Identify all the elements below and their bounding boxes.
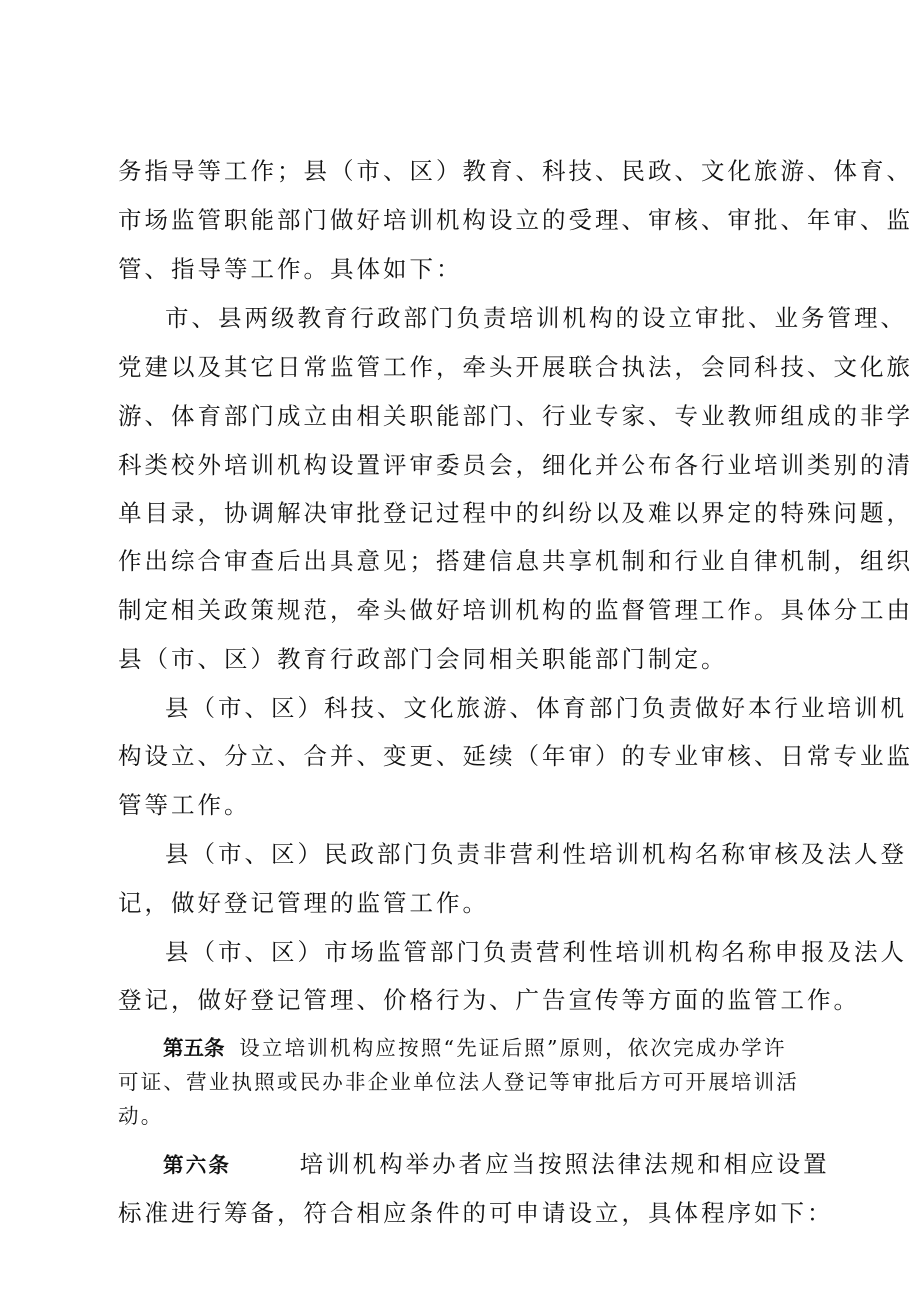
paragraph-line: 县（市、区）民政部门负责非营利性培训机构名称审核及法人登: [165, 840, 907, 868]
paragraph-line: 游、体育部门成立由相关职能部门、行业专家、专业教师组成的非学: [118, 402, 913, 430]
paragraph-line: 登记，做好登记管理、价格行为、广告宣传等方面的监管工作。: [118, 986, 860, 1014]
paragraph-line: 作出综合审查后出具意见；搭建信息共享机制和行业自律机制，组织: [118, 547, 913, 575]
article-5-text: 设立培训机构应按照“先证后照”原则，依次完成办学许: [239, 1036, 787, 1060]
paragraph-line: 县（市、区）科技、文化旅游、体育部门负责做好本行业培训机: [165, 694, 907, 722]
paragraph-line: 可证、营业执照或民办非企业单位法人登记等审批后方可开展培训活: [118, 1070, 799, 1094]
article-6-text: 培训机构举办者应当按照法律法规和相应设置: [299, 1150, 830, 1178]
article-6-label: 第六条: [163, 1153, 232, 1177]
paragraph-line: 县（市、区）市场监管部门负责营利性培训机构名称申报及法人: [165, 938, 907, 966]
paragraph-line: 科类校外培训机构设置评审委员会，细化并公布各行业培训类别的清: [118, 451, 913, 479]
paragraph-line: 党建以及其它日常监管工作，牵头开展联合执法，会同科技、文化旅: [118, 353, 913, 381]
article-5: [163, 1038, 787, 1059]
paragraph-line: 管、指导等工作。具体如下：: [118, 255, 463, 283]
paragraph-line: 记，做好登记管理的监管工作。: [118, 889, 489, 917]
paragraph-line: 构设立、分立、合并、变更、延续（年审）的专业审核、日常专业监: [118, 742, 913, 770]
article-6: [163, 1150, 830, 1178]
paragraph-line: 制定相关政策规范，牵头做好培训机构的监督管理工作。具体分工由: [118, 596, 913, 624]
paragraph-line: 管等工作。: [118, 791, 251, 819]
paragraph-line: 市、县两级教育行政部门负责培训机构的设立审批、业务管理、: [165, 304, 907, 332]
paragraph-line: 单目录，协调解决审批登记过程中的纠纷以及难以界定的特殊问题，: [118, 499, 913, 527]
paragraph-line: 务指导等工作；县（市、区）教育、科技、民政、文化旅游、体育、: [118, 157, 913, 185]
paragraph-line: 市场监管职能部门做好培训机构设立的受理、审核、审批、年审、监: [118, 206, 913, 234]
paragraph-line: 标准进行筹备，符合相应条件的可申请设立，具体程序如下：: [118, 1199, 834, 1227]
paragraph-line: 县（市、区）教育行政部门会同相关职能部门制定。: [118, 645, 728, 673]
article-5-label: 第五条: [163, 1036, 225, 1060]
paragraph-line: 动。: [118, 1104, 164, 1128]
